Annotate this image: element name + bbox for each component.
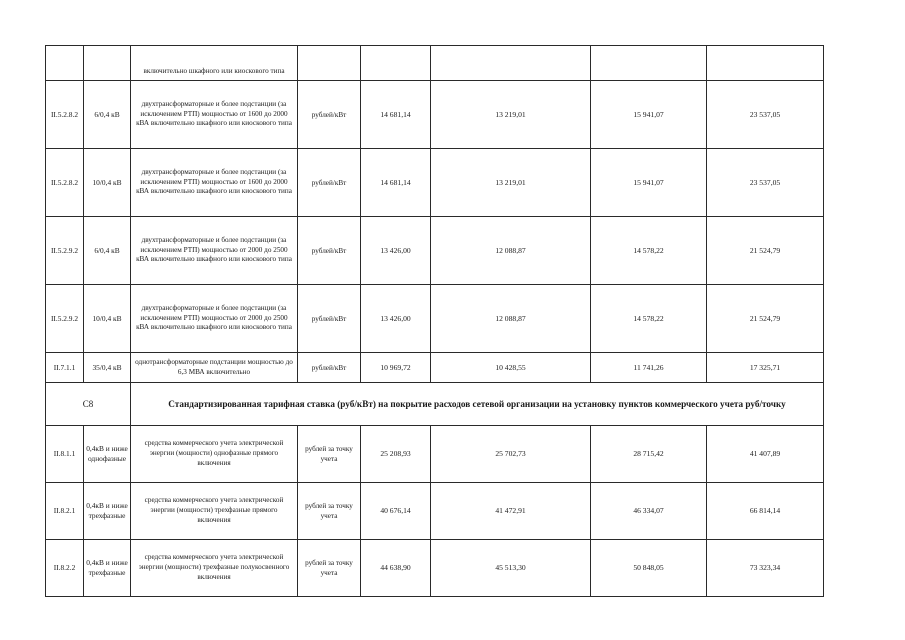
cell-unit: рублей/кВт [298,149,361,217]
section-code: С8 [46,383,131,426]
cell-value-2: 45 513,30 [431,540,591,597]
cell-value-1: 40 676,14 [361,483,431,540]
cell-value-4 [707,46,824,81]
cell-description: двухтрансформаторные и более подстанции (за исключением РТП) мощностью от 2000 до 2500 кВА включительно шкафного или киоскового типа [131,217,298,285]
cell-code: II.8.2.1 [46,483,84,540]
cell-voltage [84,46,131,81]
section-title: Стандартизированная тарифная ставка (руб/кВт) на покрытие расходов сетевой организации на установку пунктов коммерческого учета руб/точку [131,383,824,426]
cell-value-4: 23 537,05 [707,81,824,149]
cell-voltage: 6/0,4 кВ [84,217,131,285]
cell-value-3 [591,46,707,81]
cell-description: двухтрансформаторные и более подстанции (за исключением РТП) мощностью от 2000 до 2500 кВА включительно шкафного или киоскового типа [131,285,298,353]
cell-voltage: 35/0,4 кВ [84,353,131,383]
cell-code: II.5.2.8.2 [46,149,84,217]
cell-value-4: 66 814,14 [707,483,824,540]
tariff-table [45,45,824,597]
cell-code: II.5.2.9.2 [46,285,84,353]
cell-voltage: 6/0,4 кВ [84,81,131,149]
cell-value-4: 17 325,71 [707,353,824,383]
cell-voltage: 0,4кВ и ниже трехфазные [84,483,131,540]
cell-value-4: 41 407,89 [707,426,824,483]
cell-value-4: 21 524,79 [707,217,824,285]
cell-value-3: 46 334,07 [591,483,707,540]
cell-value-1: 25 208,93 [361,426,431,483]
table-row [46,483,824,540]
cell-voltage: 10/0,4 кВ [84,149,131,217]
cell-value-3: 28 715,42 [591,426,707,483]
cell-value-4: 73 323,34 [707,540,824,597]
cell-value-2: 25 702,73 [431,426,591,483]
cell-description: средства коммерческого учета электрической энергии (мощности) трехфазные полукосвенного включения [131,540,298,597]
cell-code: II.8.2.2 [46,540,84,597]
cell-code: II.7.1.1 [46,353,84,383]
cell-value-2: 10 428,55 [431,353,591,383]
table-row [46,285,824,353]
cell-value-3: 15 941,07 [591,81,707,149]
cell-value-3: 14 578,22 [591,217,707,285]
table-row [46,353,824,383]
cell-unit: рублей за точку учета [298,540,361,597]
cell-voltage: 0,4кВ и ниже трехфазные [84,540,131,597]
cell-unit: рублей за точку учета [298,483,361,540]
table-row [46,149,824,217]
cell-value-2: 12 088,87 [431,217,591,285]
cell-description: однотрансформаторные подстанции мощностью до 6,3 МВА включительно [131,353,298,383]
cell-value-3: 15 941,07 [591,149,707,217]
cell-value-1: 44 638,90 [361,540,431,597]
cell-code: II.8.1.1 [46,426,84,483]
cell-value-1 [361,46,431,81]
table-row [46,540,824,597]
table-row [46,426,824,483]
cell-value-3: 14 578,22 [591,285,707,353]
table-row [46,81,824,149]
cell-value-4: 21 524,79 [707,285,824,353]
cell-voltage: 0,4кВ и ниже однофазные [84,426,131,483]
cell-value-4: 23 537,05 [707,149,824,217]
cell-unit: рублей/кВт [298,285,361,353]
table-row-continuation [46,46,824,81]
cell-value-2: 13 219,01 [431,81,591,149]
cell-voltage: 10/0,4 кВ [84,285,131,353]
cell-unit: рублей/кВт [298,217,361,285]
cell-value-1: 14 681,14 [361,149,431,217]
cell-value-1: 10 969,72 [361,353,431,383]
cell-value-1: 14 681,14 [361,81,431,149]
cell-code: II.5.2.8.2 [46,81,84,149]
cell-value-2 [431,46,591,81]
section-header-row [46,383,824,426]
cell-value-1: 13 426,00 [361,285,431,353]
cell-code [46,46,84,81]
cell-description: средства коммерческого учета электрической энергии (мощности) трехфазные прямого включения [131,483,298,540]
cell-code: II.5.2.9.2 [46,217,84,285]
cell-unit: рублей/кВт [298,353,361,383]
cell-value-2: 12 088,87 [431,285,591,353]
table-row [46,217,824,285]
cell-description: двухтрансформаторные и более подстанции (за исключением РТП) мощностью от 1600 до 2000 кВА включительно шкафного или киоскового типа [131,149,298,217]
cell-unit: рублей/кВт [298,81,361,149]
cell-unit: рублей за точку учета [298,426,361,483]
cell-value-3: 50 848,05 [591,540,707,597]
cell-description: средства коммерческого учета электрической энергии (мощности) однофазные прямого включения [131,426,298,483]
cell-description: двухтрансформаторные и более подстанции (за исключением РТП) мощностью от 1600 до 2000 кВА включительно шкафного или киоскового типа [131,81,298,149]
cell-description: включительно шкафного или киоскового типа [131,46,298,81]
cell-value-2: 13 219,01 [431,149,591,217]
cell-value-2: 41 472,91 [431,483,591,540]
cell-unit [298,46,361,81]
cell-value-3: 11 741,26 [591,353,707,383]
cell-value-1: 13 426,00 [361,217,431,285]
